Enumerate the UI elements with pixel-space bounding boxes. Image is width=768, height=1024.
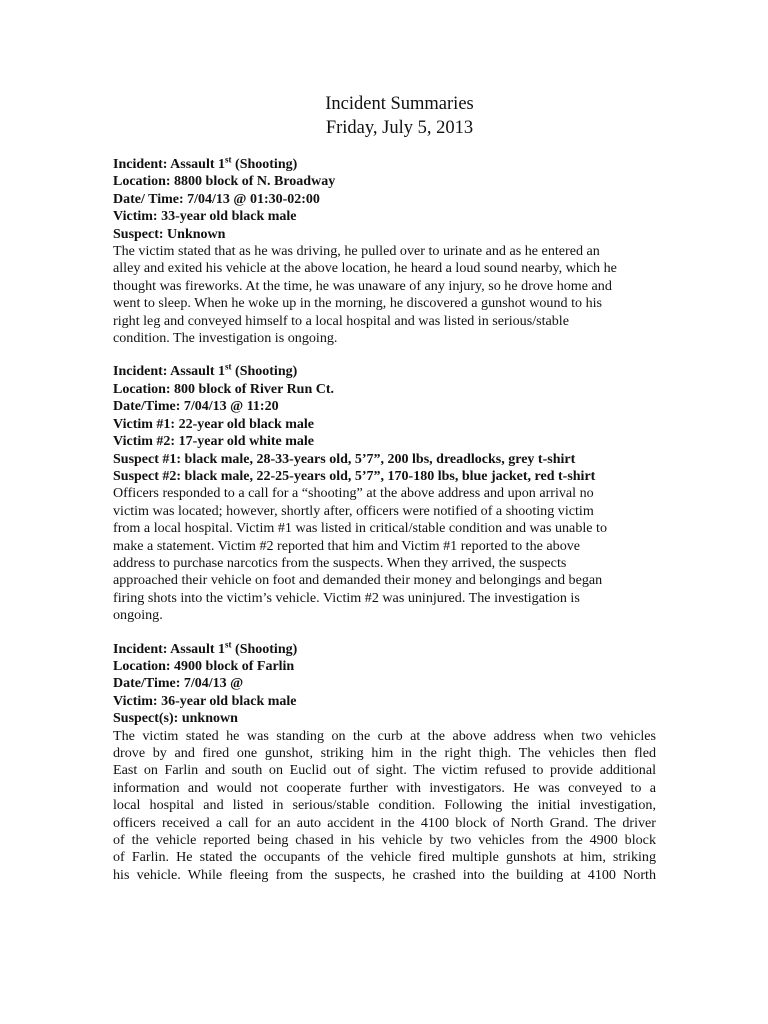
narrative-line: ongoing. bbox=[113, 607, 163, 624]
document-date: Friday, July 5, 2013 bbox=[325, 118, 474, 138]
incident-victim: Victim: 33-year old black male bbox=[113, 209, 297, 225]
incident-location: Location: 800 block of River Run Ct. bbox=[113, 381, 335, 397]
incident-location: Location: 4900 block of Farlin bbox=[113, 658, 295, 674]
narrative-line: address to purchase narcotics from the suspects. When they arrived, the suspects bbox=[113, 554, 567, 571]
incident-narrative bbox=[113, 243, 656, 347]
narrative-line: his vehicle. While fleeing from the suspects, he crashed into the building at 4100 North bbox=[113, 866, 656, 883]
incident-suspect: Suspect: Unknown bbox=[113, 226, 226, 242]
incident-summary bbox=[113, 638, 656, 885]
narrative-line: local hospital and listed in serious/stable condition. Following the initial investigation, bbox=[113, 797, 656, 814]
incident-victim-2: Victim #2: 17-year old white male bbox=[113, 434, 315, 450]
narrative-line: Officers responded to a call for a “shooting” at the above address and upon arrival no bbox=[113, 485, 594, 502]
narrative-line: right leg and conveyed himself to a local hospital and was listed in serious/stable bbox=[113, 312, 569, 329]
narrative-line: information and would not cooperate further with investigators. He was conveyed to a bbox=[113, 779, 656, 796]
incident-type: Incident: Assault 1st (Shooting) bbox=[113, 154, 298, 172]
incident-victim: Victim: 36-year old black male bbox=[113, 693, 297, 709]
narrative-line: of the vehicle reported being chased in his vehicle by two vehicles from the 4900 block bbox=[113, 832, 656, 849]
narrative-line: The victim stated he was standing on the curb at the above address when two vehicles bbox=[113, 727, 656, 744]
document-title: Incident Summaries bbox=[325, 94, 474, 114]
incident-narrative bbox=[113, 485, 656, 624]
incident-victim-1: Victim #1: 22-year old black male bbox=[113, 416, 315, 432]
incident-narrative bbox=[113, 728, 656, 885]
narrative-line: of Farlin. He stated the occupants of the vehicle fired multiple gunshots at him, striking bbox=[113, 849, 656, 866]
incident-type: Incident: Assault 1st (Shooting) bbox=[113, 638, 298, 657]
narrative-line: East on Farlin and south on Euclid out of sight. The victim refused to provide additional bbox=[113, 762, 656, 779]
narrative-line: went to sleep. When he woke up in the morning, he discovered a gunshot wound to his bbox=[113, 295, 603, 312]
incident-datetime: Date/Time: 7/04/13 @ 11:20 bbox=[113, 399, 279, 415]
narrative-line: officers received a call for an auto accident in the 4100 block of North Grand. The driver bbox=[113, 814, 656, 831]
narrative-line: drove by and fired one gunshot, striking him in the right thigh. The vehicles then fled bbox=[113, 745, 656, 761]
narrative-line: The victim stated that as he was driving, he pulled over to urinate and as he entered an bbox=[113, 243, 600, 260]
narrative-line: firing shots into the victim’s vehicle. Victim #2 was uninjured. The investigation is bbox=[113, 589, 580, 606]
incident-suspect: Suspect(s): unknown bbox=[113, 711, 238, 727]
incident-suspect-2: Suspect #2: black male, 22-25-years old, 5’7”, 170-180 lbs, blue jacket, red t-shirt bbox=[113, 468, 596, 484]
incident-summary bbox=[113, 363, 656, 624]
narrative-line: victim was located; however, shortly after, officers were notified of a shooting victim bbox=[113, 502, 594, 519]
incident-summary bbox=[113, 156, 656, 347]
incident-location: Location: 8800 block of N. Broadway bbox=[113, 174, 336, 190]
narrative-line: thought was fireworks. At the time, he was unaware of any injury, so he drove home and bbox=[113, 277, 612, 294]
narrative-line: approached their vehicle on foot and demanded their money and belongings and began bbox=[113, 572, 603, 589]
narrative-line: from a local hospital. Victim #1 was listed in critical/stable condition and was unable to bbox=[113, 520, 608, 537]
incident-datetime: Date/Time: 7/04/13 @ bbox=[113, 676, 244, 692]
incident-type: Incident: Assault 1st (Shooting) bbox=[113, 361, 298, 380]
incident-datetime: Date/ Time: 7/04/13 @ 01:30-02:00 bbox=[113, 191, 320, 207]
narrative-line: condition. The investigation is ongoing. bbox=[113, 330, 338, 347]
narrative-line: alley and exited his vehicle at the above location, he heard a loud sound nearby, which he bbox=[113, 260, 617, 277]
narrative-line: make a statement. Victim #2 reported that him and Victim #1 reported to the above bbox=[113, 537, 581, 554]
incident-suspect-1: Suspect #1: black male, 28-33-years old, 5’7”, 200 lbs, dreadlocks, grey t-shirt bbox=[113, 451, 576, 467]
